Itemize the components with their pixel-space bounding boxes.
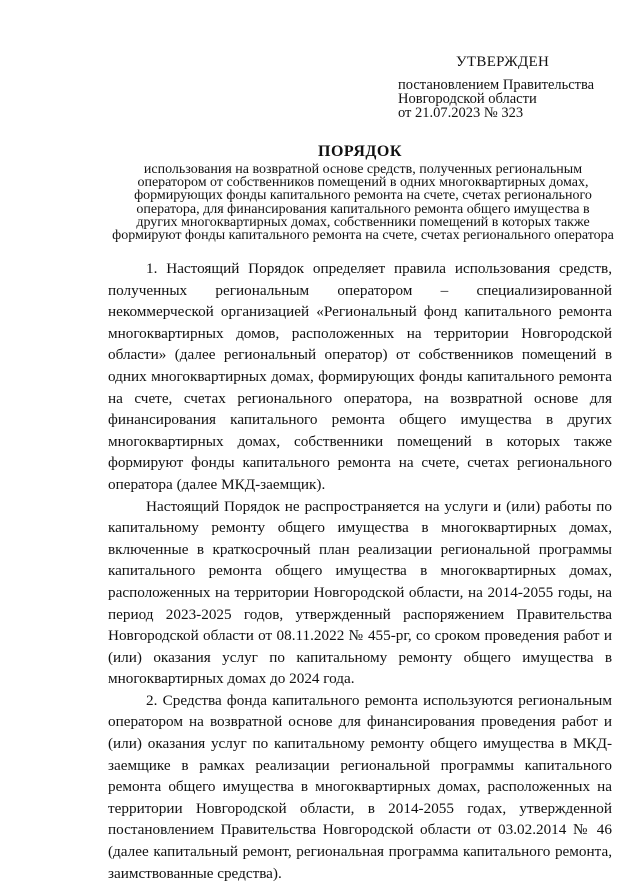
paragraph-3: 2. Средства фонда капитального ремонта используются региональным оператором на возвратной основе для финансирования проведения работ и (или) оказания услуг по капитальному ремонту общего имущества в МКД-заемщике в рамках реализации региональной программы капитального ремонта общего имущества в многоквартирных домах, расположенных на территории Новгородской области, в 2014-2055 годах, утвержденной постановлением Правительства Новгородской области от 03.02.2014 № 46 (далее капитальный ремонт, региональная программа капитального ремонта, заимствованные средства). (108, 691, 612, 882)
paragraph-2: Настоящий Порядок не распространяется на услуги и (или) работы по капитальному ремонту общего имущества в многоквартирных домах, включенные в краткосрочный план реализации региональной программы капитального ремонта общего имущества в многоквартирных домах, расположенных на территории Новгородской области, на 2014-2055 годы, на период 2023-2025 годов, утвержденный распоряжением Правительства Новгородской области от 08.11.2022 № 455-рг, со сроком проведения работ и (или) оказания услуг по капитальному ремонту общего имущества в многоквартирных домах до 2024 года. (108, 497, 612, 688)
approval-heading: УТВЕРЖДЕН (456, 54, 550, 70)
document-title: ПОРЯДОК (318, 143, 402, 160)
document-body (108, 258, 612, 884)
subtitle-line: формирующих фонды капитального ремонта на счете, счетах регионального (134, 188, 592, 204)
subtitle-line: использования на возвратной основе средств, полученных региональным (143, 162, 583, 177)
approval-line-2: Новгородской области (398, 91, 537, 107)
subtitle-line: оператором от собственников помещений в одних многоквартирных домах, (137, 175, 589, 191)
approval-line-1: постановлением Правительства (398, 77, 595, 93)
document-subtitle (108, 163, 618, 242)
subtitle-line: других многоквартирных домах, собственники помещений в которых также (136, 214, 590, 230)
approval-stamp (398, 55, 630, 120)
subtitle-line: формируют фонды капитального ремонта на счете, счетах регионального оператора (112, 228, 614, 244)
approval-line-3: от 21.07.2023 № 323 (398, 105, 524, 121)
subtitle-line: оператора, для финансирования капитального ремонта общего имущества в (136, 201, 590, 217)
paragraph-1: 1. Настоящий Порядок определяет правила использования средств, полученных региональным оператором – специализированной некоммерческой организацией «Региональный фонд капитального ремонта многоквартирных домов, расположенных на территории Новгородской области» (далее региональный оператор) от собственников помещений в одних многоквартирных домах, формирующих фонды капитального ремонта на счете, счетах регионального оператора, на возвратной основе для финансирования капитального ремонта общего имущества в других многоквартирных домах, собственники помещений в которых также формируют фонды капитального ремонта на счете, счетах регионального оператора (далее МКД-заемщик). (108, 260, 612, 493)
